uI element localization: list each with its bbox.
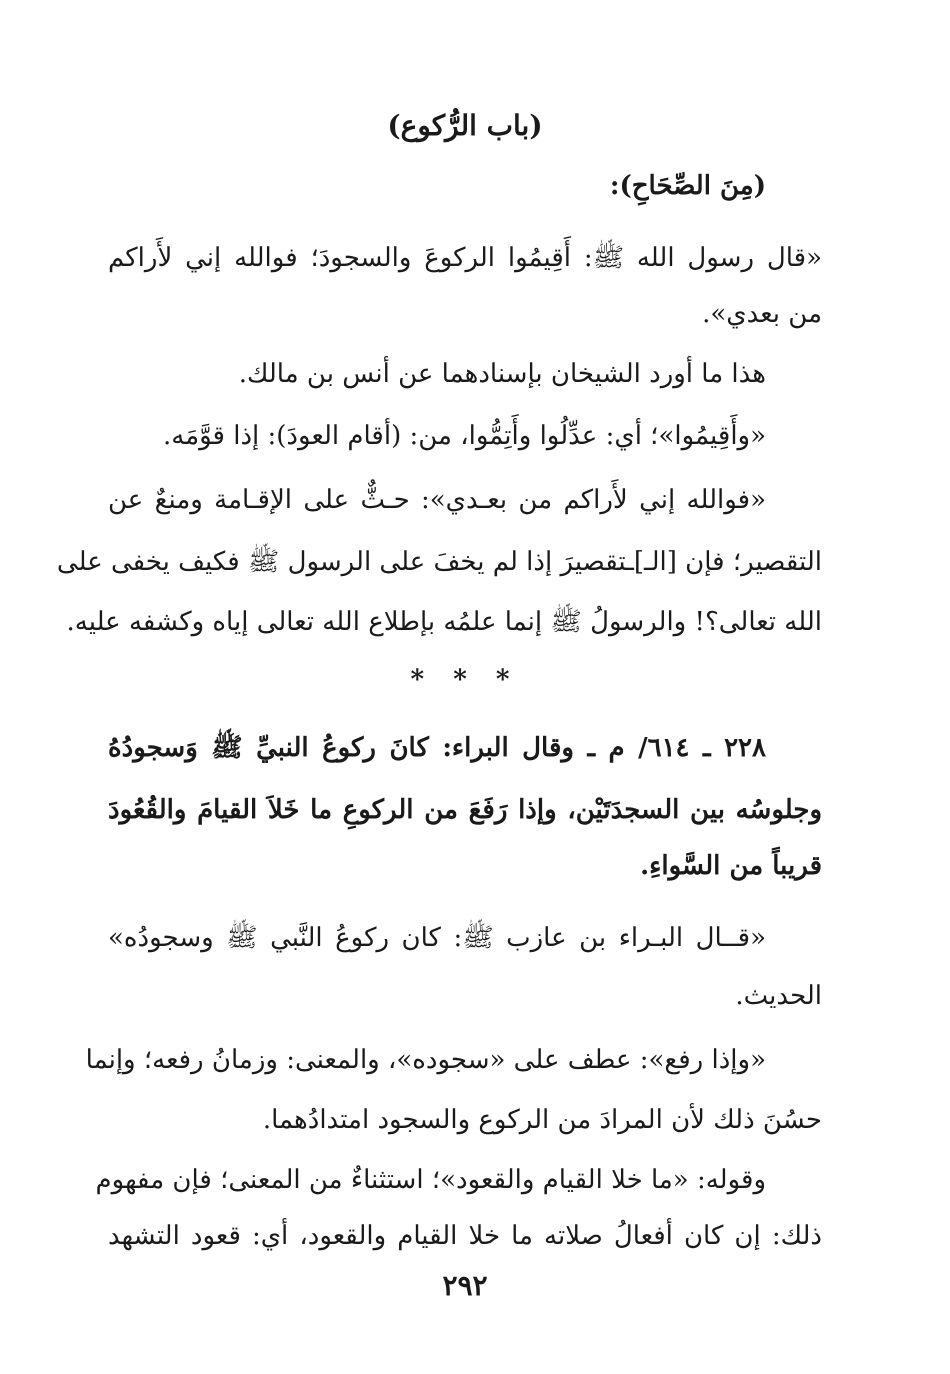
page-number: ٢٩٢: [442, 1269, 488, 1302]
text-line: «قــال البـراء بن عازب ﷺ: كان ركوعُ النَّبي ﷺ وسجودُه»: [108, 923, 766, 953]
text-line: وقوله: «ما خلا القيام والقعود»؛ استثناءٌ من المعنى؛ فإن مفهوم: [95, 1165, 766, 1195]
text-line: ذلك: إن كان أفعالُ صلاته ما خلا القيام والقعود، أي: قعود التشهد: [108, 1221, 822, 1251]
text-line: هذا ما أورد الشيخان بإسنادهما عن أنس بن مالك.: [238, 359, 766, 389]
text-line: الله تعالى؟! والرسولُ ﷺ إنما علمُه بإطلاع الله تعالى إياه وكشفه عليه.: [66, 607, 822, 637]
hadith-line: وجلوسُه بين السجدَتَيْن، وإذا رَفَعَ من الركوعِ ما خَلاَ القيامَ والقُعُودَ: [108, 795, 822, 825]
section-separator: * * *: [410, 665, 520, 695]
text-line: «فوالله إني لأَراكم من بعـدي»: حـثٌّ على الإقـامة ومنعٌ عن: [108, 485, 766, 515]
text-line: «وأَقِيمُوا»؛ أي: عدِّلُوا وأَتِمُّوا، من: (أقام العودَ): إذا قوَّمَه.: [162, 421, 766, 451]
text-line: «وإذا رفع»: عطف على «سجوده»، والمعنى: وزمانُ رفعه؛ وإنما: [85, 1045, 766, 1075]
text-line: «قال رسول الله ﷺ: أَقِيمُوا الركوعَ والسجودَ؛ فوالله إني لأَراكم: [108, 243, 822, 273]
book-page: [56, 0, 822, 1374]
text-line: من بعدي».: [702, 299, 822, 329]
hadith-line: قريباً من السَّواءِ.: [640, 851, 822, 881]
text-line: الحديث.: [735, 981, 822, 1011]
section-subheading: (مِنَ الصِّحَاحِ):: [609, 171, 766, 201]
hadith-line: ٢٢٨ ـ ٦١٤/ م ـ وقال البراء: كانَ ركوعُ النبيِّ ﷺ وَسجودُهُ: [108, 733, 766, 763]
text-line: التقصير؛ فإن [الـ]ـتقصيرَ إذا لم يخفَ على الرسول ﷺ فكيف يخفى على: [56, 547, 822, 577]
text-line: حسُنَ ذلك لأن المرادَ من الركوع والسجود امتدادُهما.: [262, 1105, 822, 1135]
chapter-heading: (باب الرُّكوع): [387, 109, 543, 142]
